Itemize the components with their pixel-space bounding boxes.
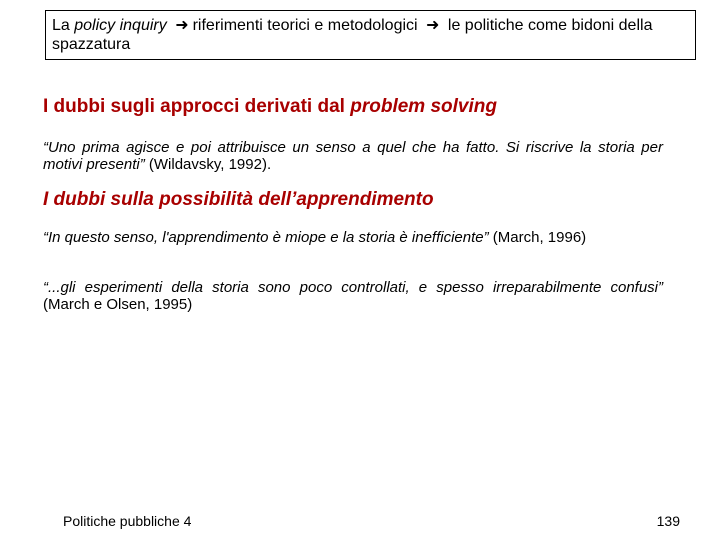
section1-citation: (Wildavsky, 1992). bbox=[144, 156, 272, 173]
section2-citation1: (March, 1996) bbox=[488, 229, 587, 246]
header-prefix: La bbox=[52, 17, 75, 34]
section2-citation2: (March e Olsen, 1995) bbox=[43, 296, 193, 313]
right-arrow-icon: ➜ bbox=[426, 17, 440, 34]
section1-heading-prefix: I dubbi sugli approcci derivati dal bbox=[43, 96, 351, 117]
page-number: 139 bbox=[656, 513, 680, 529]
section2-paragraph2 bbox=[43, 279, 663, 313]
section1-heading-italic: problem solving bbox=[350, 96, 497, 117]
section2-quote2: “...gli esperimenti della storia sono poco controllati, e spesso irreparabilmente confusi” bbox=[43, 279, 663, 296]
section2-heading: I dubbi sulla possibilità dell’apprendimento bbox=[43, 189, 434, 210]
section1-quote: “Uno prima agisce e poi attribuisce un senso a quel che ha fatto. Si riscrive la storia per motivi presenti” bbox=[43, 139, 663, 173]
section2-paragraph1 bbox=[43, 229, 663, 246]
header-italic-term: policy inquiry bbox=[74, 17, 167, 34]
footer-course: Politiche pubbliche 4 bbox=[63, 513, 192, 529]
header-part3: le politiche come bidoni della spazzatura bbox=[52, 17, 653, 53]
right-arrow-icon: ➜ bbox=[175, 17, 189, 34]
section1-heading bbox=[43, 96, 497, 118]
header-part2: riferimenti teorici e metodologici bbox=[192, 17, 418, 34]
section1-paragraph bbox=[43, 139, 663, 173]
section2-quote1: “In questo senso, l'apprendimento è miope e la storia è inefficiente” bbox=[43, 229, 489, 246]
header-title bbox=[52, 16, 692, 54]
